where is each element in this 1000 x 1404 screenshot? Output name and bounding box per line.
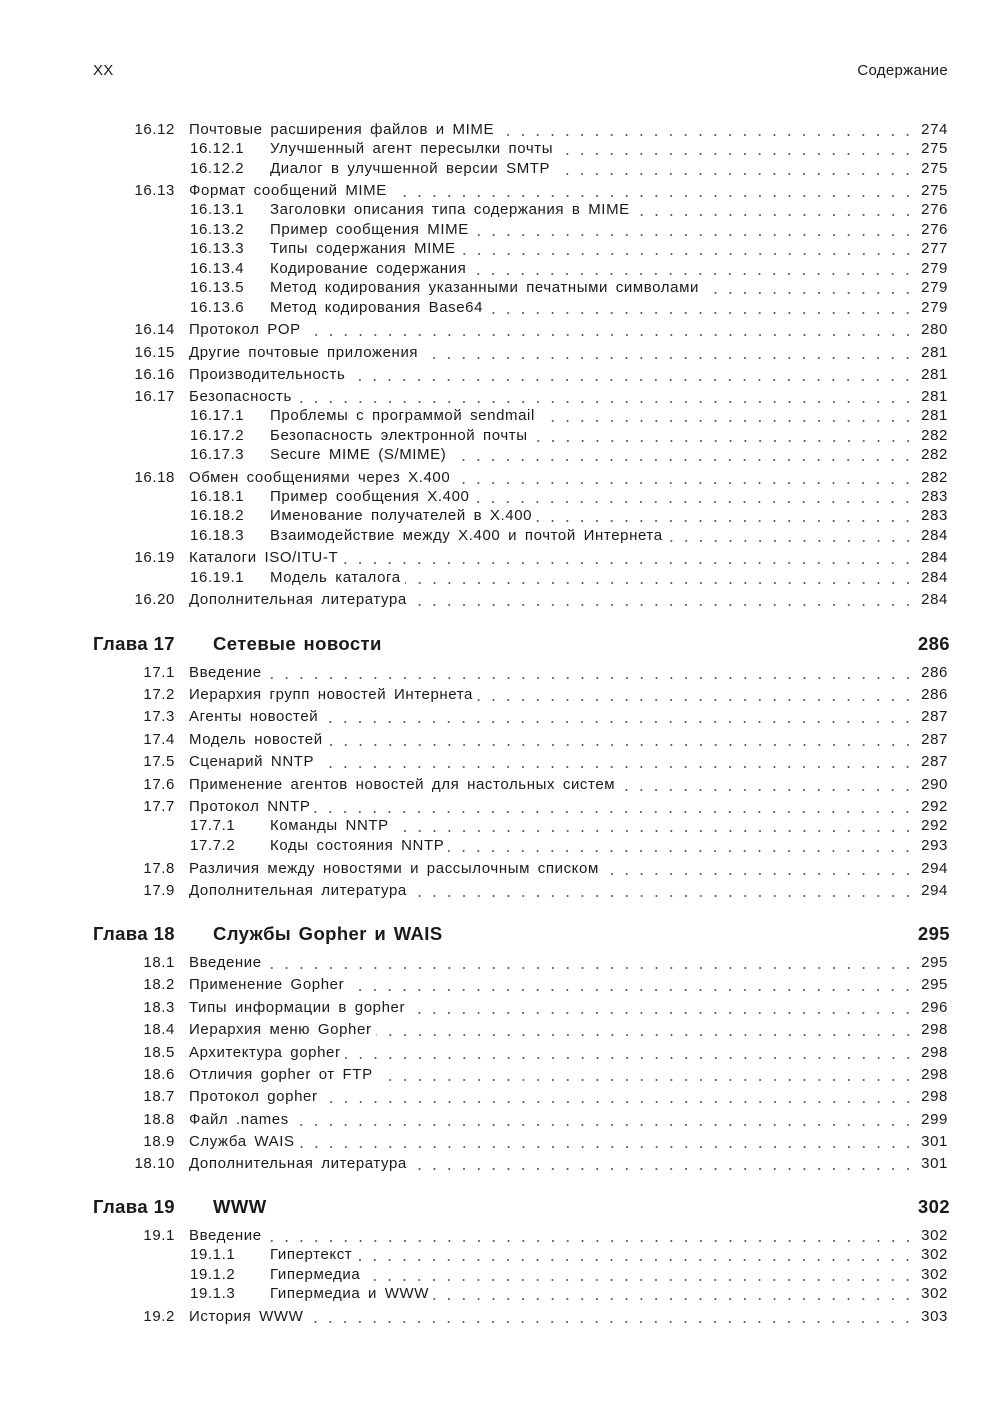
section-title: Заголовки описания типа содержания в MIME bbox=[270, 201, 630, 218]
toc-subsection[interactable] bbox=[190, 836, 948, 856]
chapter-number: Глава 19 bbox=[93, 1196, 175, 1217]
section-title: Служба WAIS bbox=[189, 1133, 295, 1150]
section-page: 296 bbox=[921, 999, 948, 1016]
section-title: Метод кодирования Base64 bbox=[270, 299, 484, 316]
section-page: 298 bbox=[921, 1088, 948, 1105]
toc-subsection[interactable] bbox=[190, 406, 948, 426]
toc-section[interactable] bbox=[110, 365, 948, 385]
dot-leader bbox=[557, 142, 915, 156]
section-page: 295 bbox=[921, 954, 948, 971]
section-title: Иерархия групп новостей Интернета bbox=[189, 686, 473, 703]
dot-leader bbox=[266, 1229, 915, 1243]
section-title: Введение bbox=[189, 954, 262, 971]
dot-leader bbox=[473, 490, 915, 504]
section-title: Иерархия меню Gopher bbox=[189, 1021, 372, 1038]
section-number: 18.3 bbox=[143, 999, 175, 1016]
section-page: 287 bbox=[921, 731, 948, 748]
section-title: Обмен сообщениями через X.400 bbox=[189, 469, 451, 486]
section-title: Безопасность электронной почты bbox=[270, 427, 528, 444]
toc-section[interactable] bbox=[110, 1132, 948, 1152]
toc-subsection[interactable] bbox=[190, 220, 948, 240]
section-title: Пример сообщения MIME bbox=[270, 221, 469, 238]
section-number: 17.2 bbox=[143, 686, 175, 703]
section-title: Применение агентов новостей для настольных систем bbox=[189, 776, 616, 793]
dot-leader bbox=[634, 203, 915, 217]
section-page: 301 bbox=[921, 1133, 948, 1150]
dot-leader bbox=[532, 429, 916, 443]
section-page: 298 bbox=[921, 1021, 948, 1038]
section-number: 16.13.5 bbox=[190, 279, 245, 296]
toc-subsection[interactable] bbox=[190, 526, 948, 546]
section-number: 16.12.1 bbox=[190, 140, 245, 157]
section-title: Модель новостей bbox=[189, 731, 323, 748]
toc-subsection[interactable] bbox=[190, 1245, 948, 1265]
section-page: 293 bbox=[921, 837, 948, 854]
dot-leader bbox=[405, 571, 915, 585]
dot-leader bbox=[305, 323, 915, 337]
dot-leader bbox=[293, 1113, 915, 1127]
section-number: 16.20 bbox=[134, 591, 175, 608]
section-number: 18.8 bbox=[143, 1111, 175, 1128]
section-page: 302 bbox=[921, 1285, 948, 1302]
toc-subsection[interactable] bbox=[190, 259, 948, 279]
section-number: 19.1.3 bbox=[190, 1285, 236, 1302]
dot-leader bbox=[460, 242, 916, 256]
toc-section[interactable] bbox=[110, 998, 948, 1018]
dot-leader bbox=[377, 1068, 915, 1082]
section-title: Дополнительная литература bbox=[189, 1155, 407, 1172]
section-number: 16.14 bbox=[134, 321, 175, 338]
toc-subsection[interactable] bbox=[190, 278, 948, 298]
section-number: 18.6 bbox=[143, 1066, 175, 1083]
dot-leader bbox=[409, 1001, 915, 1015]
dot-leader bbox=[345, 1046, 916, 1060]
section-number: 18.9 bbox=[143, 1133, 175, 1150]
section-title: Дополнительная литература bbox=[189, 882, 407, 899]
dot-leader bbox=[411, 1157, 915, 1171]
chapter-heading[interactable] bbox=[93, 1196, 950, 1218]
chapter-title: Сетевые новости bbox=[213, 633, 382, 654]
running-header: Содержание bbox=[857, 62, 948, 79]
dot-leader bbox=[266, 956, 915, 970]
section-page: 303 bbox=[921, 1308, 948, 1325]
toc-section[interactable] bbox=[110, 548, 948, 568]
toc-section[interactable] bbox=[110, 1226, 948, 1246]
section-page: 286 bbox=[921, 664, 948, 681]
dot-leader bbox=[411, 884, 915, 898]
section-title: Типы содержания MIME bbox=[270, 240, 456, 257]
toc-section[interactable] bbox=[110, 975, 948, 995]
dot-leader bbox=[393, 819, 915, 833]
section-number: 16.19 bbox=[134, 549, 175, 566]
section-page: 287 bbox=[921, 753, 948, 770]
toc-subsection[interactable] bbox=[190, 1284, 948, 1304]
dot-leader bbox=[376, 1023, 916, 1037]
section-number: 19.1.1 bbox=[190, 1246, 236, 1263]
section-number: 16.13.1 bbox=[190, 201, 245, 218]
section-title: Гипертекст bbox=[270, 1246, 353, 1263]
dot-leader bbox=[322, 710, 915, 724]
dot-leader bbox=[314, 800, 915, 814]
section-title: Каталоги ISO/ITU-T bbox=[189, 549, 339, 566]
section-title: Улучшенный агент пересылки почты bbox=[270, 140, 554, 157]
section-title: Сценарий NNTP bbox=[189, 753, 315, 770]
chapter-page: 302 bbox=[917, 1196, 950, 1217]
section-page: 274 bbox=[921, 121, 948, 138]
toc-subsection[interactable] bbox=[190, 445, 948, 465]
section-number: 16.18 bbox=[134, 469, 175, 486]
section-title: Протокол NNTP bbox=[189, 798, 311, 815]
section-title: Диалог в улучшенной версии SMTP bbox=[270, 160, 551, 177]
dot-leader bbox=[433, 1287, 915, 1301]
toc-section[interactable] bbox=[110, 1307, 948, 1327]
section-page: 282 bbox=[921, 469, 948, 486]
section-page: 275 bbox=[921, 140, 948, 157]
section-page: 302 bbox=[921, 1246, 948, 1263]
toc-section[interactable] bbox=[110, 881, 948, 901]
toc-subsection[interactable] bbox=[190, 239, 948, 259]
section-number: 16.13.2 bbox=[190, 221, 245, 238]
section-page: 284 bbox=[921, 569, 948, 586]
section-title: Архитектура gopher bbox=[189, 1044, 341, 1061]
toc-subsection[interactable] bbox=[190, 816, 948, 836]
chapter-page: 295 bbox=[917, 923, 950, 944]
section-page: 282 bbox=[921, 446, 948, 463]
section-page: 276 bbox=[921, 221, 948, 238]
toc-section[interactable] bbox=[110, 752, 948, 772]
section-title: Формат сообщений MIME bbox=[189, 182, 387, 199]
section-page: 281 bbox=[921, 388, 948, 405]
section-title: Почтовые расширения файлов и MIME bbox=[189, 121, 495, 138]
section-page: 294 bbox=[921, 860, 948, 877]
toc-section[interactable] bbox=[110, 1020, 948, 1040]
toc-section[interactable] bbox=[110, 181, 948, 201]
toc-section[interactable] bbox=[110, 468, 948, 488]
section-title: Гипермедиа bbox=[270, 1266, 361, 1283]
section-page: 287 bbox=[921, 708, 948, 725]
section-number: 16.12 bbox=[134, 121, 175, 138]
toc-section[interactable] bbox=[110, 730, 948, 750]
section-page: 284 bbox=[921, 549, 948, 566]
section-title: Файл .names bbox=[189, 1111, 289, 1128]
section-number: 19.1 bbox=[143, 1227, 175, 1244]
dot-leader bbox=[477, 688, 915, 702]
dot-leader bbox=[266, 666, 915, 680]
toc-section[interactable] bbox=[110, 120, 948, 140]
toc-section[interactable] bbox=[110, 1043, 948, 1063]
chapter-number: Глава 18 bbox=[93, 923, 175, 944]
section-number: 16.16 bbox=[134, 366, 175, 383]
chapter-page: 286 bbox=[917, 633, 950, 654]
section-title: Взаимодействие между X.400 и почтой Интернета bbox=[270, 527, 663, 544]
section-page: 302 bbox=[921, 1266, 948, 1283]
section-number: 17.1 bbox=[143, 664, 175, 681]
toc-section[interactable] bbox=[110, 387, 948, 407]
dot-leader bbox=[539, 409, 915, 423]
section-number: 18.10 bbox=[134, 1155, 175, 1172]
dot-leader bbox=[411, 593, 915, 607]
dot-leader bbox=[364, 1268, 915, 1282]
section-title: Производительность bbox=[189, 366, 346, 383]
dot-leader bbox=[327, 733, 915, 747]
dot-leader bbox=[619, 778, 915, 792]
dot-leader bbox=[342, 551, 915, 565]
section-title: Безопасность bbox=[189, 388, 292, 405]
section-number: 16.12.2 bbox=[190, 160, 245, 177]
section-page: 275 bbox=[921, 182, 948, 199]
toc-subsection[interactable] bbox=[190, 298, 948, 318]
chapter-heading[interactable] bbox=[93, 633, 950, 655]
section-title: Команды NNTP bbox=[270, 817, 389, 834]
dot-leader bbox=[498, 123, 915, 137]
section-number: 17.7.2 bbox=[190, 837, 236, 854]
toc-section[interactable] bbox=[110, 707, 948, 727]
toc-subsection[interactable] bbox=[190, 487, 948, 507]
section-page: 283 bbox=[921, 507, 948, 524]
section-page: 286 bbox=[921, 686, 948, 703]
section-page: 295 bbox=[921, 976, 948, 993]
toc-subsection[interactable] bbox=[190, 426, 948, 446]
section-number: 17.5 bbox=[143, 753, 175, 770]
section-number: 16.17 bbox=[134, 388, 175, 405]
section-title: Введение bbox=[189, 1227, 262, 1244]
section-number: 17.7.1 bbox=[190, 817, 236, 834]
toc-section[interactable] bbox=[110, 1087, 948, 1107]
section-page: 299 bbox=[921, 1111, 948, 1128]
toc-section[interactable] bbox=[110, 775, 948, 795]
dot-leader bbox=[703, 281, 915, 295]
section-title: Протокол gopher bbox=[189, 1088, 318, 1105]
chapter-title: WWW bbox=[213, 1196, 267, 1217]
dot-leader bbox=[299, 1135, 916, 1149]
toc-section[interactable] bbox=[110, 320, 948, 340]
dot-leader bbox=[470, 262, 915, 276]
section-page: 292 bbox=[921, 798, 948, 815]
dot-leader bbox=[454, 471, 915, 485]
section-number: 16.13.6 bbox=[190, 299, 245, 316]
toc-subsection[interactable] bbox=[190, 568, 948, 588]
section-page: 284 bbox=[921, 591, 948, 608]
section-number: 16.13.3 bbox=[190, 240, 245, 257]
toc-section[interactable] bbox=[110, 1154, 948, 1174]
section-page: 281 bbox=[921, 366, 948, 383]
section-number: 17.4 bbox=[143, 731, 175, 748]
section-page: 302 bbox=[921, 1227, 948, 1244]
section-page: 290 bbox=[921, 776, 948, 793]
toc-section[interactable] bbox=[110, 343, 948, 363]
section-page: 279 bbox=[921, 279, 948, 296]
dot-leader bbox=[448, 839, 915, 853]
section-title: Метод кодирования указанными печатными символами bbox=[270, 279, 699, 296]
section-page: 279 bbox=[921, 260, 948, 277]
page-number: XX bbox=[93, 62, 114, 79]
dot-leader bbox=[536, 509, 915, 523]
section-title: Secure MIME (S/MIME) bbox=[270, 446, 447, 463]
section-number: 17.6 bbox=[143, 776, 175, 793]
section-page: 282 bbox=[921, 427, 948, 444]
toc-subsection[interactable] bbox=[190, 159, 948, 179]
section-title: Дополнительная литература bbox=[189, 591, 407, 608]
toc-subsection[interactable] bbox=[190, 1265, 948, 1285]
toc-subsection[interactable] bbox=[190, 139, 948, 159]
section-number: 16.18.3 bbox=[190, 527, 245, 544]
dot-leader bbox=[356, 1248, 915, 1262]
section-title: Модель каталога bbox=[270, 569, 401, 586]
dot-leader bbox=[391, 184, 915, 198]
dot-leader bbox=[348, 978, 915, 992]
dot-leader bbox=[318, 755, 915, 769]
dot-leader bbox=[450, 448, 915, 462]
section-page: 280 bbox=[921, 321, 948, 338]
section-title: Типы информации в gopher bbox=[189, 999, 406, 1016]
dot-leader bbox=[422, 346, 915, 360]
section-number: 16.17.1 bbox=[190, 407, 245, 424]
section-title: Проблемы с программой sendmail bbox=[270, 407, 535, 424]
section-page: 275 bbox=[921, 160, 948, 177]
section-page: 294 bbox=[921, 882, 948, 899]
dot-leader bbox=[487, 301, 915, 315]
dot-leader bbox=[296, 390, 915, 404]
section-page: 276 bbox=[921, 201, 948, 218]
section-page: 281 bbox=[921, 344, 948, 361]
section-page: 292 bbox=[921, 817, 948, 834]
section-number: 18.4 bbox=[143, 1021, 175, 1038]
section-number: 18.2 bbox=[143, 976, 175, 993]
section-page: 298 bbox=[921, 1044, 948, 1061]
section-page: 284 bbox=[921, 527, 948, 544]
dot-leader bbox=[603, 862, 915, 876]
section-number: 19.1.2 bbox=[190, 1266, 236, 1283]
section-title: Коды состояния NNTP bbox=[270, 837, 445, 854]
section-number: 16.15 bbox=[134, 344, 175, 361]
section-title: Пример сообщения X.400 bbox=[270, 488, 470, 505]
section-title: Протокол POP bbox=[189, 321, 301, 338]
toc-section[interactable] bbox=[110, 1110, 948, 1130]
toc-section[interactable] bbox=[110, 797, 948, 817]
section-number: 17.7 bbox=[143, 798, 175, 815]
toc-subsection[interactable] bbox=[190, 200, 948, 220]
section-number: 18.1 bbox=[143, 954, 175, 971]
toc-section[interactable] bbox=[110, 953, 948, 973]
chapter-title: Службы Gopher и WAIS bbox=[213, 923, 443, 944]
section-number: 16.13 bbox=[134, 182, 175, 199]
section-number: 16.18.2 bbox=[190, 507, 245, 524]
toc-section[interactable] bbox=[110, 1065, 948, 1085]
section-title: Применение Gopher bbox=[189, 976, 345, 993]
section-title: Именование получателей в X.400 bbox=[270, 507, 533, 524]
dot-leader bbox=[473, 223, 915, 237]
section-number: 17.3 bbox=[143, 708, 175, 725]
section-page: 298 bbox=[921, 1066, 948, 1083]
chapter-number: Глава 17 bbox=[93, 633, 175, 654]
dot-leader bbox=[554, 162, 915, 176]
section-title: Гипермедиа и WWW bbox=[270, 1285, 430, 1302]
section-page: 283 bbox=[921, 488, 948, 505]
section-number: 16.17.2 bbox=[190, 427, 245, 444]
dot-leader bbox=[307, 1310, 915, 1324]
chapter-heading[interactable] bbox=[93, 923, 950, 945]
section-title: Другие почтовые приложения bbox=[189, 344, 419, 361]
section-number: 16.17.3 bbox=[190, 446, 245, 463]
section-title: Агенты новостей bbox=[189, 708, 319, 725]
section-page: 301 bbox=[921, 1155, 948, 1172]
section-number: 16.19.1 bbox=[190, 569, 245, 586]
section-number: 17.8 bbox=[143, 860, 175, 877]
toc-subsection[interactable] bbox=[190, 506, 948, 526]
section-page: 277 bbox=[921, 240, 948, 257]
section-number: 17.9 bbox=[143, 882, 175, 899]
section-number: 18.7 bbox=[143, 1088, 175, 1105]
section-title: Различия между новостями и рассылочным списком bbox=[189, 860, 599, 877]
section-number: 16.13.4 bbox=[190, 260, 245, 277]
toc-section[interactable] bbox=[110, 685, 948, 705]
section-title: Отличия gopher от FTP bbox=[189, 1066, 373, 1083]
toc-section[interactable] bbox=[110, 859, 948, 879]
toc-section[interactable] bbox=[110, 663, 948, 683]
section-title: История WWW bbox=[189, 1308, 304, 1325]
section-number: 19.2 bbox=[143, 1308, 175, 1325]
dot-leader bbox=[322, 1090, 916, 1104]
dot-leader bbox=[667, 529, 916, 543]
section-page: 281 bbox=[921, 407, 948, 424]
section-number: 16.18.1 bbox=[190, 488, 245, 505]
section-title: Кодирование содержания bbox=[270, 260, 467, 277]
toc-section[interactable] bbox=[110, 590, 948, 610]
dot-leader bbox=[349, 368, 915, 382]
section-title: Введение bbox=[189, 664, 262, 681]
section-page: 279 bbox=[921, 299, 948, 316]
section-number: 18.5 bbox=[143, 1044, 175, 1061]
